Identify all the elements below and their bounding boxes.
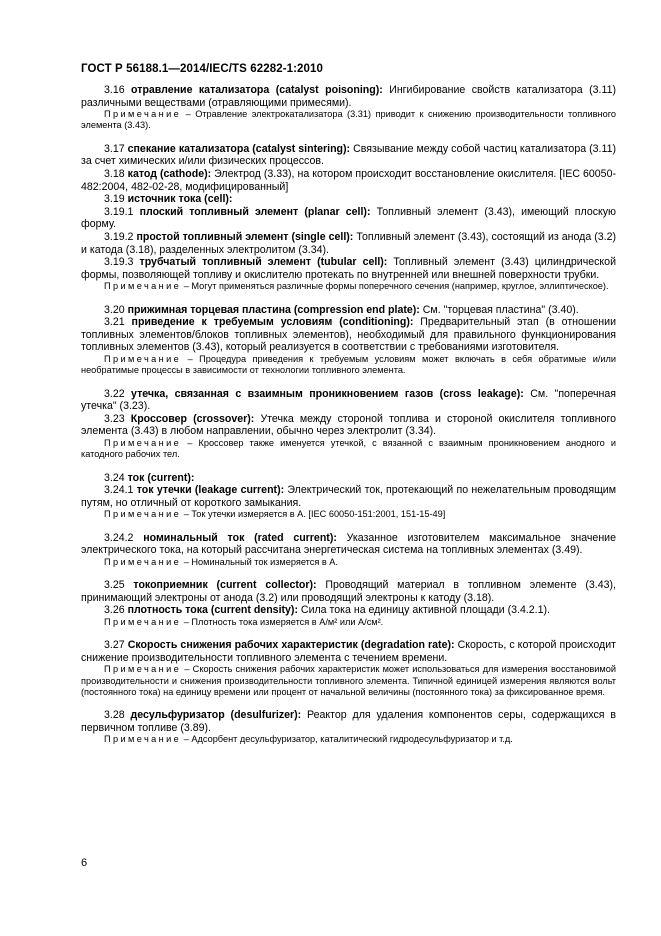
term-entry: 3.19 источник тока (cell): — [104, 193, 233, 206]
term-entry: 3.19.3 трубчатый топливный элемент (tubular cell): Топливный элемент (3.43) цилиндрической формы, позволяющей топливу и окислителю протекать по внутренней или внешней поверхности трубки. — [81, 256, 616, 281]
note: Примечание – Номинальный ток измеряется в А. — [104, 556, 338, 567]
note: Примечание – Кроссовер также именуется утечкой, с вязанной с взаимным проникновением анодного и катодного рабочих тел. — [81, 437, 616, 460]
note: Примечание – Скорость снижения рабочих характеристик может использоваться для измерения восстановимой производительности и снижения производительности топливного элемента. Типичной единицей измерения являются вольт (постоянного тока) на единицу времени или процент от начальной величины (постоянного тока) за фиксированное время. — [81, 664, 616, 697]
note: Примечание – Плотность тока измеряется в А/м² или А/см². — [104, 616, 384, 627]
term-entry: 3.19.2 простой топливный элемент (single cell): Топливный элемент (3.43), состоящий из анода (3.2) и катода (3.18), разделенных электролитом (3.34). — [81, 230, 616, 256]
note: Примечание – Ток утечки измеряется в А. [IEC 60050-151:2001, 151-15-49] — [104, 509, 446, 520]
term-entry: 3.19.1 плоский топливный элемент (planar cell): Топливный элемент (3.43), имеющий плоскую форму. — [81, 205, 616, 231]
note: Примечание – Могут применяться различные формы поперечного сечения (например, круглое, эллиптическое). — [104, 281, 609, 292]
term-entry: 3.18 катод (cathode): Электрод (3.33), на котором происходит восстановление окислителя. [IEC 60050-482:2004, 482-02-28, модифицированный] — [81, 167, 616, 193]
term-entry: 3.28 десульфуризатор (desulfurizer): Реактор для удаления компонентов серы, содержащихся в первичном топливе (3.89). — [81, 709, 617, 734]
term-entry: 3.24.2 номинальный ток (rated current): Указанное изготовителем максимальное значение электрического тока, на который рассчитана энергетическая система на топливных элементах (3.49). — [81, 531, 616, 557]
term-entry: 3.17 спекание катализатора (catalyst sintering): Связывание между собой частиц катализатора (3.11) за счет химических и/или физических процессов. — [81, 142, 617, 168]
document-body — [81, 84, 616, 746]
term-entry: 3.27 Скорость снижения рабочих характеристик (degradation rate): Скорость, с которой происходит снижение производительности топливного элемента с течением времени. — [81, 639, 617, 664]
term-entry: 3.25 токоприемник (current collector): Проводящий материал в топливном элементе (3.43), принимающий электроны от анода (3.2) или проводящий электроны к катоду (3.18). — [81, 579, 617, 604]
note: Примечание – Отравление электрокатализатора (3.31) приводит к снижению производительности топливного элемента (3.43). — [81, 109, 616, 131]
term-entry: 3.20 прижимная торцевая пластина (compression end plate): См. "торцевая пластина" (3.40). — [104, 303, 579, 316]
term-entry: 3.24.1 ток утечки (leakage current): Электрический ток, протекающий по нежелательным проводящим путям, но отличный от короткого замыкания. — [81, 484, 616, 509]
term-entry: 3.23 Кроссовер (crossover): Утечка между стороной топлива и стороной окислителя топливного элемента (3.43) в любом направлении, обычно через электролит (3.34). — [81, 412, 617, 438]
term-entry: 3.24 ток (current): — [104, 471, 195, 484]
document-header: ГОСТ Р 56188.1—2014/IEC/TS 62282-1:2010 — [81, 63, 324, 75]
term-entry: 3.21 приведение к требуемым условиям (conditioning): Предварительный этап (в отношении топливных элементов/блоков топливных элементов), необходимый для правильного функционирования топливных элементов (3.43), который реализуется в соответствии с требованиями изготовителя. — [81, 316, 616, 354]
term-entry: 3.16 отравление катализатора (catalyst poisoning): Ингибирование свойств катализатора (3.11) различными веществами (отравляющими примесями). — [81, 84, 617, 109]
note: Примечание – Процедура приведения к требуемым условиям может включать в себя обратимые и/или необратимые процессы в зависимости от технологии топливного элемента. — [81, 353, 616, 376]
note: Примечание – Адсорбент десульфуризатор, каталитический гидродесульфуризатор и т.д. — [104, 734, 513, 745]
term-entry: 3.22 утечка, связанная с взаимным проникновением газов (cross leakage): См. "поперечная утечка" (3.23). — [81, 387, 617, 413]
term-entry: 3.26 плотность тока (current density): Сила тока на единицу активной площади (3.4.2.1). — [104, 604, 550, 617]
page-number: 6 — [81, 857, 88, 869]
